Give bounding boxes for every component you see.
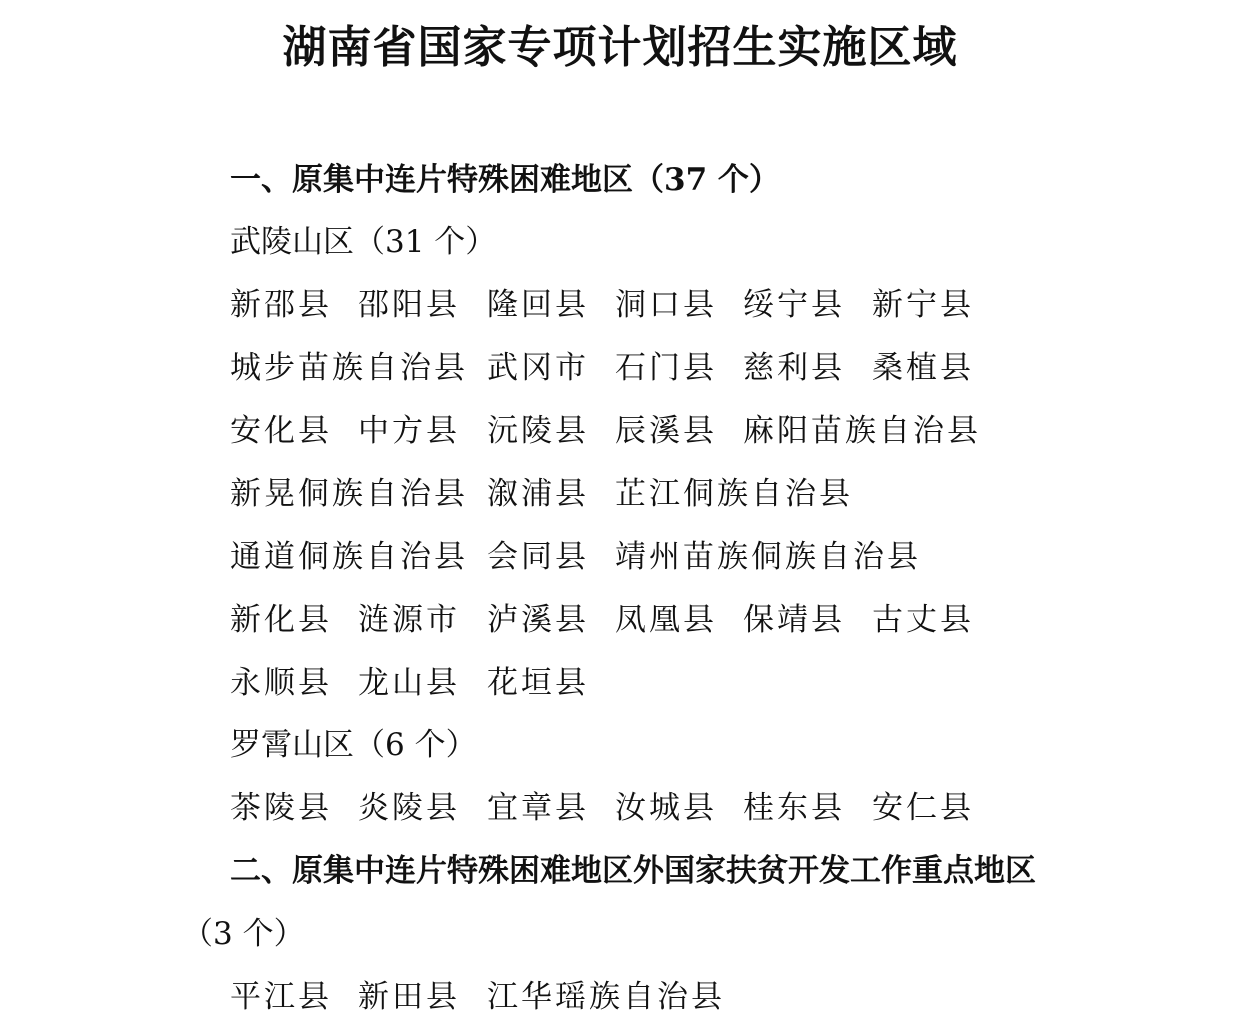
- county-name: 凤凰县: [615, 602, 717, 638]
- county-name: 溆浦县: [487, 476, 589, 512]
- county-name: 新宁县: [872, 287, 974, 323]
- county-name: 麻阳苗族自治县: [743, 413, 981, 449]
- county-name: 宜章县: [487, 790, 589, 826]
- section-2-heading: 二、原集中连片特殊困难地区外国家扶贫开发工作重点地区: [230, 853, 1036, 889]
- county-name: 江华瑶族自治县: [487, 979, 725, 1015]
- county-name: 芷江侗族自治县: [615, 476, 853, 512]
- county-row: [230, 346, 1090, 390]
- county-name: 炎陵县: [358, 790, 460, 826]
- county-name: 桂东县: [743, 790, 845, 826]
- county-name: 永顺县: [230, 665, 332, 701]
- county-row: [230, 786, 1090, 830]
- county-name: 桑植县: [872, 350, 974, 386]
- county-row: [230, 283, 1090, 327]
- county-name: 龙山县: [358, 665, 460, 701]
- county-name: 沅陵县: [487, 413, 589, 449]
- county-name: 石门县: [615, 350, 717, 386]
- county-name: 城步苗族自治县: [230, 350, 468, 386]
- county-name: 隆回县: [487, 287, 589, 323]
- county-name: 武冈市: [487, 350, 589, 386]
- county-row: [230, 975, 1090, 1019]
- county-name: 新邵县: [230, 287, 332, 323]
- page-title: 湖南省国家专项计划招生实施区域: [282, 22, 958, 73]
- county-name: 安仁县: [872, 790, 974, 826]
- county-row: [230, 598, 1090, 642]
- county-name: 邵阳县: [358, 287, 460, 323]
- county-name: 汝城县: [615, 790, 717, 826]
- county-name: 保靖县: [743, 602, 845, 638]
- county-name: 花垣县: [487, 665, 589, 701]
- section-1-heading: 一、原集中连片特殊困难地区（37 个）: [230, 162, 780, 198]
- county-name: 慈利县: [743, 350, 845, 386]
- county-name: 古丈县: [872, 602, 974, 638]
- county-name: 中方县: [358, 413, 460, 449]
- county-name: 会同县: [487, 539, 589, 575]
- county-name: 辰溪县: [615, 413, 717, 449]
- county-name: 新晃侗族自治县: [230, 476, 468, 512]
- luoxiao-region-heading: 罗霄山区（6 个）: [230, 727, 477, 763]
- county-name: 平江县: [230, 979, 332, 1015]
- county-name: 新化县: [230, 602, 332, 638]
- county-name: 泸溪县: [487, 602, 589, 638]
- county-name: 安化县: [230, 413, 332, 449]
- county-row: [230, 409, 1090, 453]
- county-row: [230, 472, 1090, 516]
- county-name: 茶陵县: [230, 790, 332, 826]
- county-name: 涟源市: [358, 602, 460, 638]
- county-name: 洞口县: [615, 287, 717, 323]
- county-name: 靖州苗族侗族自治县: [615, 539, 921, 575]
- county-name: 通道侗族自治县: [230, 539, 468, 575]
- wuling-region-heading: 武陵山区（31 个）: [230, 224, 497, 260]
- county-row: [230, 535, 1090, 579]
- section-2-heading-continued: （3 个）: [182, 916, 305, 952]
- county-row: [230, 661, 1090, 705]
- county-name: 新田县: [358, 979, 460, 1015]
- county-name: 绥宁县: [743, 287, 845, 323]
